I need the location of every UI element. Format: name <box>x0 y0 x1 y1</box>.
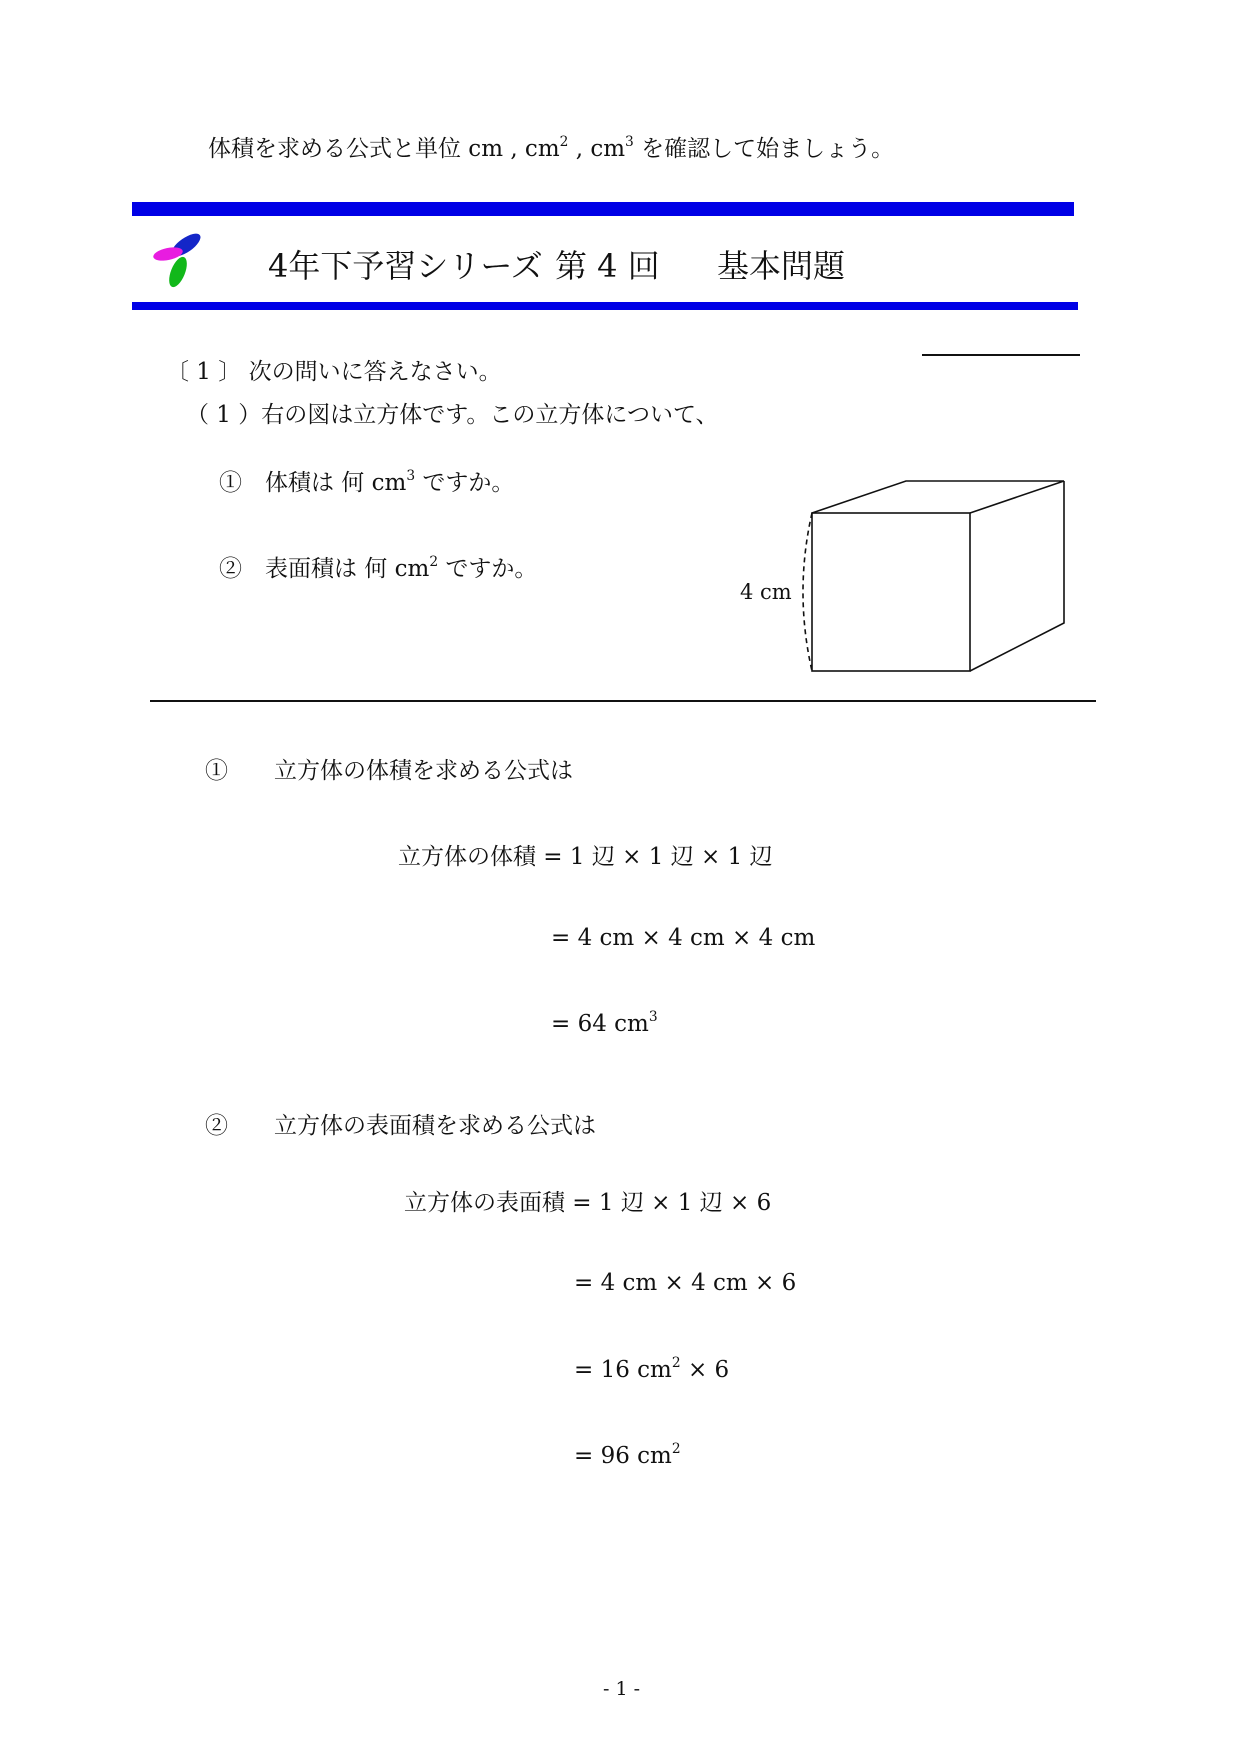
question-1-pre: ① 体積は 何 cm <box>219 470 407 496</box>
name-underline <box>922 354 1080 356</box>
cube-dimension-label: 4 cm <box>740 580 792 604</box>
header-round: 第 4 回 <box>555 247 660 285</box>
solution-2-line3-sup: 2 <box>671 1354 681 1371</box>
solution-2-line3-pre: = 16 cm <box>574 1357 672 1383</box>
solution-2-line4-pre: = 96 cm <box>574 1443 672 1469</box>
intro-sup1: 2 <box>559 133 569 150</box>
solution-2-line4 <box>574 1440 681 1469</box>
logo-icon <box>148 228 208 292</box>
solution-2-line1: 立方体の表面積 = 1 辺 × 1 辺 × 6 <box>404 1190 772 1216</box>
intro-suffix: を確認して始ましょう。 <box>633 136 895 162</box>
problem-label: 〔 1 〕 次の問いに答えなさい。 <box>166 359 502 385</box>
header-title: 基本問題 <box>717 247 846 285</box>
question-1 <box>219 464 514 497</box>
solution-1-line3-sup: 3 <box>648 1008 658 1025</box>
cube-figure <box>800 470 1080 680</box>
question-1-sup: 3 <box>406 467 416 484</box>
solution-2-line4-sup: 2 <box>671 1440 681 1457</box>
solution-2-line2: = 4 cm × 4 cm × 6 <box>574 1270 797 1296</box>
cube-front-face <box>812 513 970 671</box>
intro-prefix: 体積を求める公式と単位 cm , cm <box>208 136 560 162</box>
intro-text <box>208 130 894 163</box>
section-divider <box>150 700 1096 702</box>
solution-1-line3 <box>551 1008 658 1037</box>
solution-1-line2: = 4 cm × 4 cm × 4 cm <box>551 925 816 951</box>
header-bottom-bar <box>132 302 1078 310</box>
question-2-sup: 2 <box>429 553 439 570</box>
cube-side-face <box>970 481 1064 671</box>
question-2 <box>219 550 537 583</box>
problem-sub: （ 1 ）右の図は立方体です。この立方体について、 <box>186 402 719 428</box>
intro-mid: , cm <box>568 136 626 162</box>
cube-dimension-arc <box>803 513 812 671</box>
header-top-bar <box>132 202 1074 216</box>
solution-2-line3 <box>574 1354 730 1383</box>
header-series: 4年下予習シリーズ <box>268 247 543 285</box>
solution-2-heading: ② 立方体の表面積を求める公式は <box>205 1113 596 1139</box>
page-number: - 1 - <box>603 1678 641 1700</box>
cube-top-face <box>812 481 1064 513</box>
question-2-pre: ② 表面積は 何 cm <box>219 556 430 582</box>
solution-1-line3-pre: = 64 cm <box>551 1011 649 1037</box>
solution-1-line1: 立方体の体積 = 1 辺 × 1 辺 × 1 辺 <box>398 844 773 870</box>
intro-sup2: 3 <box>625 133 634 150</box>
question-2-post: ですか。 <box>438 556 538 582</box>
solution-1-heading: ① 立方体の体積を求める公式は <box>205 758 573 784</box>
solution-2-line3-post: × 6 <box>680 1357 730 1383</box>
question-1-post: ですか。 <box>415 470 515 496</box>
